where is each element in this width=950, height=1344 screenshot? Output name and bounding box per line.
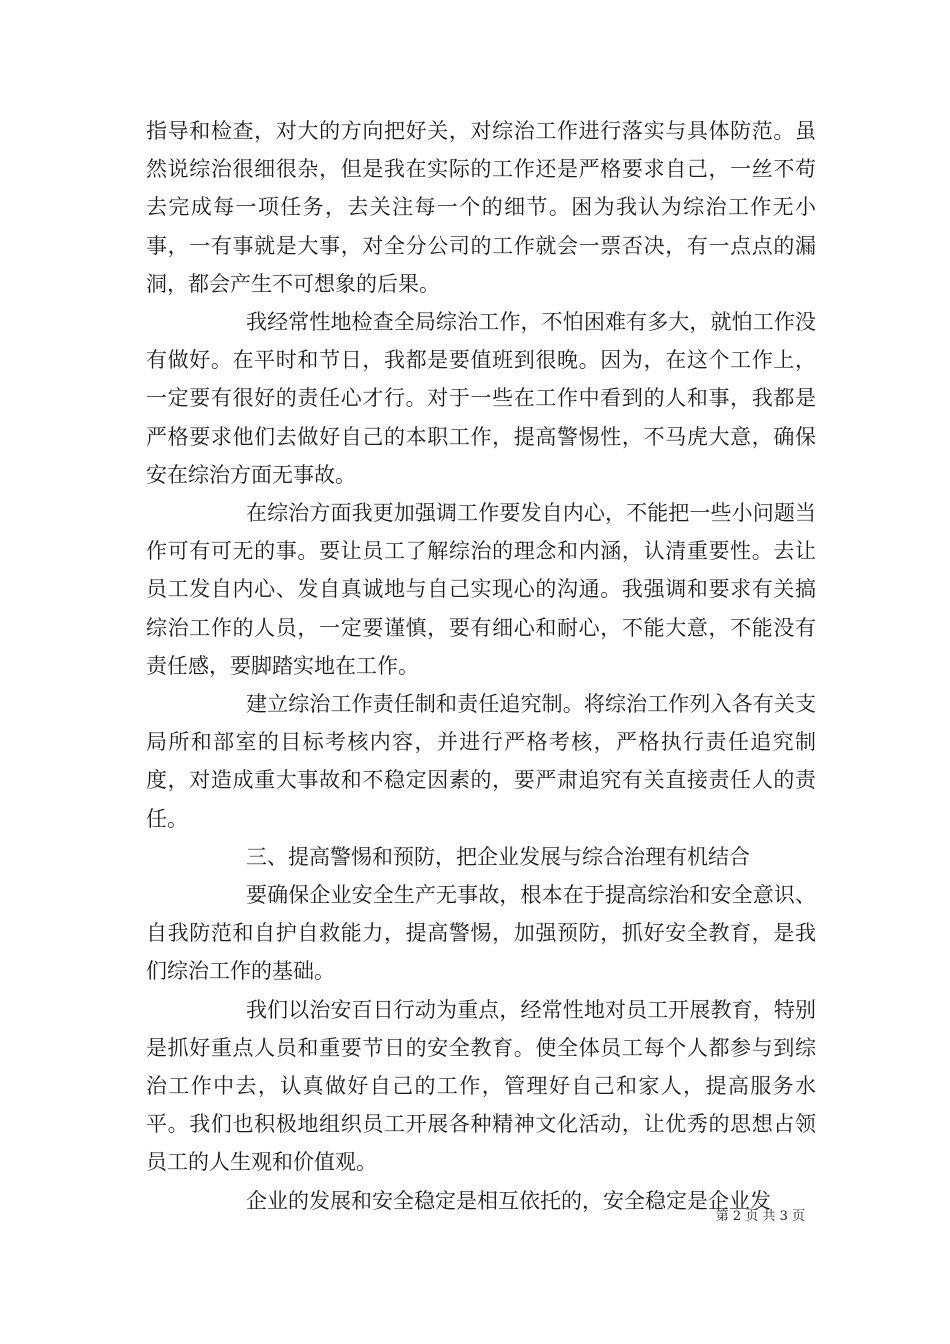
document-body xyxy=(146,112,816,1220)
paragraph-education: 我们以治安百日行动为重点，经常性地对员工开展教育，特别是抓好重点人员和重要节日的安全教育。使全体员工每个人都参与到综治工作中去，认真做好自己的工作，管理好自己和家人，提高服务水平。我们也积极地组织员工开展各种精神文化活动，让优秀的思想占领员工的人生观和价值观。 xyxy=(146,997,816,1175)
paragraph-inspection: 我经常性地检查全局综治工作，不怕困难有多大，就怕工作没有做好。在平时和节日，我都是要值班到很晚。因为，在这个工作上，一定要有很好的责任心才行。对于一些在工作中看到的人和事，我都是严格要求他们去做好自己的本职工作，提高警惕性，不马虎大意，确保安在综治方面无事故。 xyxy=(146,310,816,487)
paragraph-continuation: 指导和检查，对大的方向把好关，对综治工作进行落实与具体防范。虽然说综治很细很杂，但是我在实际的工作还是严格要求自己，一丝不苟去完成每一项任务，去关注每一个的细节。困为我认为综治工作无小事，一有事就是大事，对全分公司的工作就会一票否决，有一点点的漏洞，都会产生不可想象的后果。 xyxy=(146,119,816,296)
paragraph-development-stability: 企业的发展和安全稳定是相互依托的，安全稳定是企业发 xyxy=(246,1188,771,1213)
paragraph-safety-awareness: 要确保企业安全生产无事故，根本在于提高综治和安全意识、自我防范和自护自救能力，提高警惕，加强预防，抓好安全教育，是我们综治工作的基础。 xyxy=(146,883,816,984)
paragraph-responsibility-system: 建立综治工作责任制和责任追究制。将综治工作列入各有关支局所和部室的目标考核内容，并进行严格考核，严格执行责任追究制度，对造成重大事故和不稳定因素的，要严肃追究有关直接责任人的责任。 xyxy=(146,692,816,831)
paragraph-sincerity: 在综治方面我更加强调工作要发自内心，不能把一些小问题当作可有可无的事。要让员工了解综治的理念和内涵，认清重要性。去让员工发自内心、发自真诚地与自己实现心的沟通。我强调和要求有关搞综治工作的人员，一定要谨慎，要有细心和耐心，不能大意，不能没有责任感，要脚踏实地在工作。 xyxy=(146,501,816,678)
section-heading-three: 三、提高警惕和预防，把企业发展与综合治理有机结合 xyxy=(246,844,750,869)
page-number-footer: 第 2 页 共 3 页 xyxy=(715,1209,805,1224)
